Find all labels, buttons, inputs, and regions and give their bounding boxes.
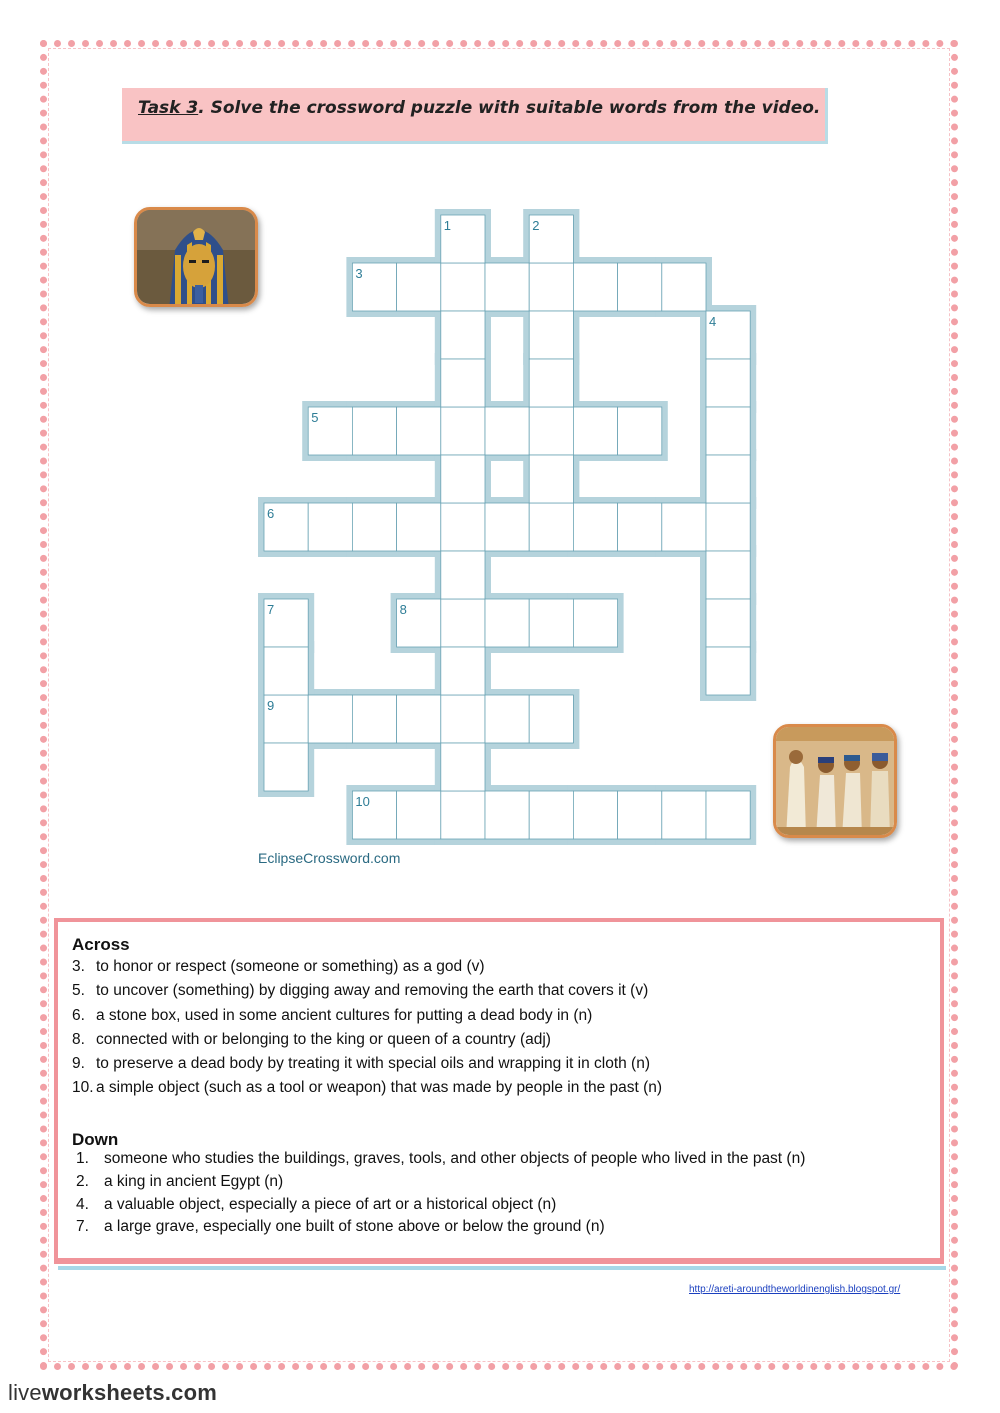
crossword-cell[interactable] [706, 599, 750, 647]
crossword-cell[interactable] [529, 359, 573, 407]
crossword-cell[interactable] [662, 263, 706, 311]
down-clue [72, 1196, 556, 1214]
crossword-clue-number: 9 [267, 698, 275, 713]
crossword-cell[interactable] [529, 503, 573, 551]
clue-number: 7. [76, 1218, 89, 1235]
clue-text: connected with or belonging to the king or queen of a country (adj) [96, 1031, 551, 1048]
crossword-cell[interactable] [706, 359, 750, 407]
crossword-cell[interactable] [573, 791, 617, 839]
clue-number: 6. [72, 1007, 85, 1024]
crossword-cell[interactable] [441, 791, 485, 839]
liveworksheets-logo [8, 1380, 217, 1406]
down-heading: Down [72, 1130, 119, 1149]
clue-number: 10. [72, 1079, 94, 1096]
crossword-cell[interactable] [662, 791, 706, 839]
task-label: Task 3 [138, 98, 199, 118]
clue-text: a simple object (such as a tool or weapon) that was made by people in the past (n) [96, 1079, 663, 1096]
crossword-cell[interactable] [352, 407, 396, 455]
crossword-cell[interactable] [485, 407, 529, 455]
crossword-cell[interactable] [397, 695, 441, 743]
clue-number: 8. [72, 1031, 85, 1048]
crossword-cell[interactable] [352, 695, 396, 743]
across-clue [72, 1055, 650, 1073]
clue-text: a king in ancient Egypt (n) [104, 1173, 284, 1190]
brand-bold: worksheets [41, 1380, 165, 1405]
crossword-cell[interactable] [618, 263, 662, 311]
crossword-credit: EclipseCrossword.com [258, 850, 401, 866]
crossword-cell[interactable] [308, 695, 352, 743]
clue-number: 9. [72, 1055, 85, 1072]
crossword-cell[interactable] [264, 647, 308, 695]
crossword-cell[interactable] [706, 503, 750, 551]
crossword-clue-number: 5 [311, 410, 319, 425]
clue-number: 4. [76, 1196, 89, 1213]
crossword-clue-number: 3 [355, 266, 363, 281]
crossword-clue-number: 8 [399, 602, 407, 617]
crossword-clue-number: 7 [267, 602, 275, 617]
crossword-cell[interactable] [529, 407, 573, 455]
clue-number: 1. [76, 1150, 89, 1167]
crossword-cell[interactable] [573, 503, 617, 551]
crossword-clue-number: 6 [267, 506, 275, 521]
crossword-cell[interactable] [264, 743, 308, 791]
crossword-cell[interactable] [441, 407, 485, 455]
crossword-cell[interactable] [529, 791, 573, 839]
crossword-cell[interactable] [529, 311, 573, 359]
crossword-cell[interactable] [618, 407, 662, 455]
clue-text: a large grave, especially one built of stone above or below the ground (n) [104, 1218, 605, 1235]
crossword-cell[interactable] [308, 503, 352, 551]
crossword-cell[interactable] [485, 599, 529, 647]
crossword-cell[interactable] [662, 503, 706, 551]
crossword-clue-number: 10 [355, 794, 370, 809]
crossword-cell[interactable] [706, 647, 750, 695]
clues-box-shadow [58, 1266, 946, 1270]
crossword-cell[interactable] [618, 503, 662, 551]
crossword-cell[interactable] [441, 503, 485, 551]
crossword-cell[interactable] [573, 599, 617, 647]
crossword-cell[interactable] [485, 503, 529, 551]
crossword-cell[interactable] [529, 695, 573, 743]
crossword-cell[interactable] [529, 455, 573, 503]
brand-end: .com [164, 1380, 218, 1405]
across-clue [72, 1007, 592, 1025]
crossword-cell[interactable] [529, 263, 573, 311]
crossword-clue-number: 2 [532, 218, 540, 233]
crossword-cell[interactable] [441, 695, 485, 743]
crossword-cell[interactable] [706, 551, 750, 599]
clues-box [54, 918, 944, 1264]
crossword-cell[interactable] [441, 743, 485, 791]
crossword-cell[interactable] [441, 599, 485, 647]
crossword-cell[interactable] [441, 455, 485, 503]
crossword-cell[interactable] [441, 551, 485, 599]
crossword-cell[interactable] [706, 407, 750, 455]
brand-light: live [8, 1380, 42, 1405]
down-clue [72, 1218, 605, 1236]
crossword-cell[interactable] [397, 503, 441, 551]
crossword-cell[interactable] [573, 263, 617, 311]
across-clue [72, 1031, 551, 1049]
down-clue [72, 1173, 283, 1191]
clue-number: 3. [72, 958, 85, 975]
clue-number: 5. [72, 982, 85, 999]
crossword-cell[interactable] [706, 455, 750, 503]
crossword-cell[interactable] [485, 695, 529, 743]
crossword-cell[interactable] [397, 791, 441, 839]
crossword-cell[interactable] [397, 263, 441, 311]
crossword-cell[interactable] [485, 263, 529, 311]
crossword-clue-number: 1 [443, 218, 452, 233]
down-clue [72, 1150, 805, 1168]
clue-text: a valuable object, especially a piece of art or a historical object (n) [104, 1196, 557, 1213]
crossword-cell[interactable] [618, 791, 662, 839]
clue-text: to preserve a dead body by treating it with special oils and wrapping it in cloth (n) [96, 1055, 650, 1072]
task-instruction: . Solve the crossword puzzle with suitable words from the video. [198, 98, 821, 118]
crossword-cell[interactable] [573, 407, 617, 455]
crossword-cell[interactable] [441, 263, 485, 311]
blog-link[interactable]: http://areti-aroundtheworldinenglish.blogspot.gr/ [689, 1284, 901, 1295]
crossword-cell[interactable] [706, 791, 750, 839]
across-clue [72, 1079, 662, 1097]
crossword-cell[interactable] [441, 359, 485, 407]
crossword-cell[interactable] [352, 503, 396, 551]
crossword-cell[interactable] [441, 647, 485, 695]
clue-number: 2. [76, 1173, 89, 1190]
crossword-cell[interactable] [441, 311, 485, 359]
crossword-cell[interactable] [397, 407, 441, 455]
crossword-clue-number: 4 [709, 314, 717, 329]
across-heading: Across [72, 935, 130, 954]
clue-text: to honor or respect (someone or something) as a god (v) [96, 958, 485, 975]
across-clue [72, 958, 485, 976]
clue-text: someone who studies the buildings, graves, tools, and other objects of people who lived in the past (n) [104, 1150, 806, 1167]
crossword-cell[interactable] [529, 599, 573, 647]
clue-text: to uncover (something) by digging away and removing the earth that covers it (v) [96, 982, 649, 999]
across-clue [72, 982, 648, 1000]
clue-text: a stone box, used in some ancient cultures for putting a dead body in (n) [96, 1007, 593, 1024]
crossword-cell[interactable] [485, 791, 529, 839]
